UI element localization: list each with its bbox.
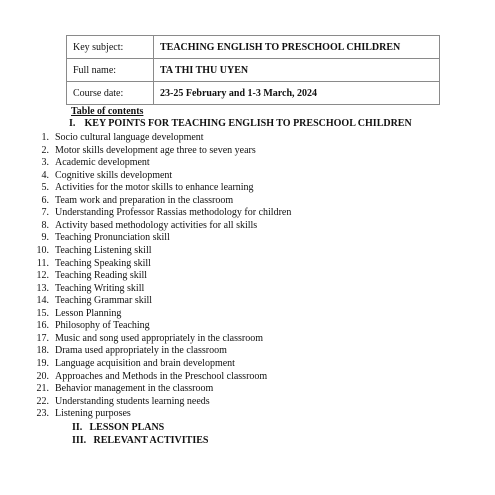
- toc-item-text: Teaching Writing skill: [55, 282, 145, 294]
- toc-item: [35, 232, 170, 244]
- toc-item: [35, 145, 256, 157]
- toc-item: [35, 408, 131, 420]
- toc-item-number: 23.: [36, 408, 49, 420]
- info-value: 23-25 February and 1-3 March, 2024: [154, 82, 440, 105]
- toc-item: [35, 157, 150, 169]
- toc-item-number: 3.: [41, 157, 49, 169]
- toc-item-number: 20.: [36, 370, 49, 382]
- info-value: TA THI THU UYEN: [154, 59, 440, 82]
- toc-item: [35, 358, 235, 370]
- toc-item-number: 19.: [36, 357, 49, 369]
- section-number: III.: [72, 435, 87, 446]
- toc-item: [35, 320, 150, 332]
- toc-item: [35, 333, 263, 345]
- toc-item: [35, 295, 152, 307]
- toc-item: [35, 270, 147, 282]
- info-row-subject: [67, 36, 440, 59]
- section-number: II.: [72, 422, 83, 433]
- toc-item-number: 10.: [36, 244, 49, 256]
- toc-item-text: Understanding Professor Rassias methodology for children: [55, 207, 292, 219]
- toc-item-text: Teaching Pronunciation skill: [55, 232, 170, 244]
- toc-item-number: 18.: [36, 345, 49, 357]
- toc-item-number: 13.: [36, 282, 49, 294]
- toc-item-text: Music and song used appropriately in the classroom: [55, 332, 264, 344]
- toc-item-text: Teaching Grammar skill: [55, 295, 153, 307]
- section-heading: [72, 422, 164, 433]
- toc-item-text: Team work and preparation in the classroom: [55, 194, 234, 206]
- toc-item-text: Teaching Listening skill: [55, 244, 152, 256]
- info-label: Key subject:: [67, 36, 154, 59]
- toc-item-text: Understanding students learning needs: [55, 395, 210, 407]
- toc-item-number: 2.: [41, 144, 49, 156]
- toc-item-text: Lesson Planning: [55, 307, 122, 319]
- toc-item-text: Socio cultural language development: [55, 132, 204, 143]
- toc-item-text: Academic development: [55, 157, 150, 169]
- section-title: LESSON PLANS: [89, 422, 165, 433]
- toc-item-number: 6.: [41, 194, 49, 206]
- toc-item: [35, 308, 121, 320]
- toc-item-text: Drama used appropriately in the classroom: [55, 345, 227, 357]
- info-row-name: [67, 59, 440, 82]
- toc-item-number: 7.: [41, 207, 49, 219]
- toc-item: [35, 396, 210, 408]
- toc-item-text: Language acquisition and brain development: [55, 357, 235, 369]
- toc-item-number: 4.: [41, 169, 49, 181]
- toc-item-number: 17.: [36, 332, 49, 344]
- toc-item-text: Motor skills development age three to seven years: [55, 144, 256, 156]
- info-label: Course date:: [67, 82, 154, 105]
- toc-item-text: Philosophy of Teaching: [55, 320, 150, 332]
- section-heading: [72, 435, 208, 446]
- toc-item-text: Teaching Reading skill: [55, 270, 148, 282]
- toc-item-number: 5.: [41, 182, 49, 194]
- toc-item-text: Listening purposes: [55, 408, 131, 420]
- section-heading: [69, 118, 412, 129]
- toc-item: [35, 383, 213, 395]
- toc-item-number: 15.: [36, 307, 49, 319]
- section-title: RELEVANT ACTIVITIES: [93, 435, 209, 446]
- toc-item-number: 21.: [36, 383, 49, 394]
- toc-item: [35, 207, 291, 219]
- toc-item: [35, 170, 172, 182]
- info-table: [66, 35, 440, 105]
- toc-item: [35, 283, 144, 295]
- info-value: TEACHING ENGLISH TO PRESCHOOL CHILDREN: [154, 36, 440, 59]
- toc-item-number: 1.: [41, 132, 49, 143]
- toc-item: [35, 245, 152, 257]
- section-number: I.: [69, 118, 76, 129]
- toc-item-number: 16.: [36, 320, 49, 332]
- toc-item-number: 9.: [41, 232, 49, 244]
- toc-title: Table of contents: [71, 106, 144, 117]
- toc-item-number: 8.: [41, 219, 49, 231]
- toc-item: [35, 345, 227, 357]
- toc-item-text: Cognitive skills development: [55, 169, 173, 181]
- toc-item: [35, 182, 254, 194]
- toc-item-text: Approaches and Methods in the Preschool classroom: [55, 370, 268, 382]
- toc-item-text: Activity based methodology activities for all skills: [55, 219, 258, 231]
- toc-item-number: 12.: [36, 270, 49, 282]
- toc-item-number: 14.: [36, 295, 49, 307]
- info-row-date: [67, 82, 440, 105]
- toc-item-text: Activities for the motor skills to enhance learning: [55, 182, 254, 194]
- toc-item: [35, 371, 267, 383]
- toc-item: [35, 132, 204, 144]
- section-title: KEY POINTS FOR TEACHING ENGLISH TO PRESCHOOL CHILDREN: [84, 118, 412, 129]
- toc-item: [35, 220, 257, 232]
- info-label: Full name:: [67, 59, 154, 82]
- toc-item-text: Teaching Speaking skill: [55, 257, 151, 269]
- toc-item: [35, 195, 233, 207]
- toc-item-number: 22.: [36, 395, 49, 407]
- toc-item-number: 11.: [36, 257, 49, 269]
- toc-item-text: Behavior management in the classroom: [55, 383, 214, 394]
- toc-item: [35, 258, 151, 270]
